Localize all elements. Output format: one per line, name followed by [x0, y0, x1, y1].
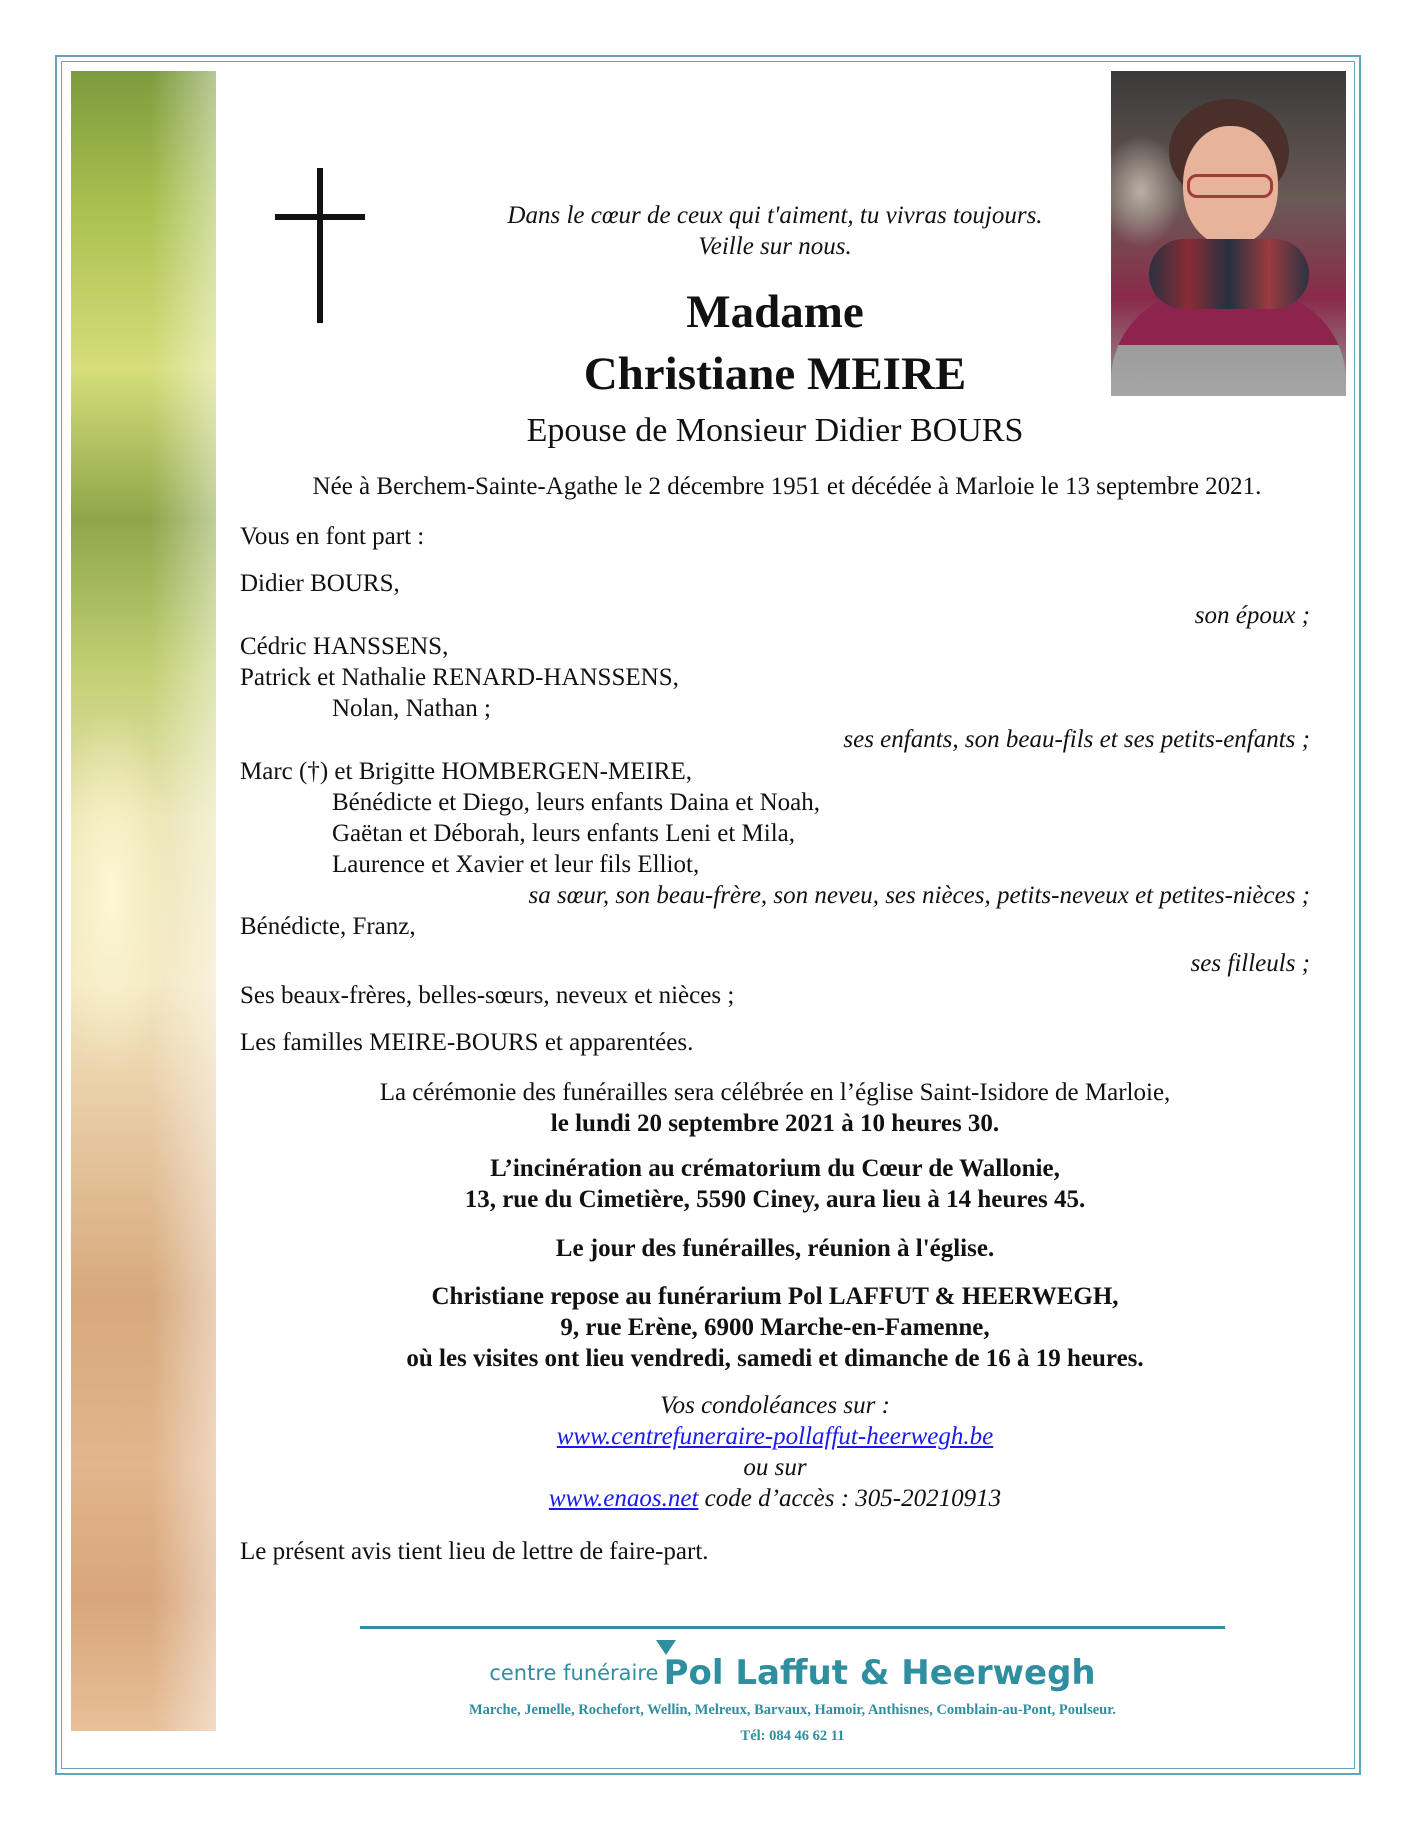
cremation-line: L’incinération au crématorium du Cœur de Wallonie,	[490, 1155, 1060, 1182]
funerarium	[240, 1281, 1310, 1374]
condolences-link-2[interactable]: www.enaos.net	[548, 1485, 699, 1512]
birth-death: Née à Berchem-Sainte-Agathe le 2 décembre 1951 et décédée à Marloie le 13 septembre 2021.	[312, 473, 1262, 500]
title: Madame	[686, 286, 864, 338]
condolences-label: Vos condoléances sur :	[660, 1392, 890, 1419]
spouse-line: Epouse de Monsieur Didier BOURS	[526, 412, 1024, 449]
families: Les familles MEIRE-BOURS et apparentées.	[240, 1029, 694, 1056]
footer-brand	[360, 1653, 1225, 1693]
forest-path-image	[71, 71, 216, 1731]
epigraph-line: Dans le cœur de ceux qui t'aiment, tu vivras toujours.	[507, 202, 1043, 229]
grandchildren-line: Nolan, Nathan ;	[332, 695, 491, 722]
epigraph	[240, 200, 1310, 262]
deceased-name: Christiane MEIRE	[583, 348, 967, 400]
intro: Vous en font part :	[240, 523, 425, 550]
funerarium-line: 9, rue Erène, 6900 Marche-en-Famenne,	[560, 1314, 990, 1341]
condolences-or: ou sur	[743, 1454, 807, 1481]
condolences-link-1[interactable]: www.centrefuneraire-pollaffut-heerwegh.be	[556, 1423, 994, 1450]
cremation-line: 13, rue du Cimetière, 5590 Ciney, aura lieu à 14 heures 45.	[464, 1186, 1086, 1213]
godchildren-role: ses filleuls ;	[1190, 950, 1310, 977]
ceremony	[240, 1077, 1310, 1139]
child-line: Patrick et Nathalie RENARD-HANSSENS,	[240, 664, 679, 691]
in-laws: Ses beaux-frères, belles-sœurs, neveux et nièces ;	[240, 982, 735, 1009]
sister-block	[240, 756, 1310, 942]
cremation	[240, 1153, 1310, 1215]
condolences	[240, 1390, 1310, 1514]
closing-note: Le présent avis tient lieu de lettre de faire-part.	[240, 1538, 709, 1565]
godchildren-line: Bénédicte, Franz,	[240, 913, 416, 940]
sister-family-line: Bénédicte et Diego, leurs enfants Daina et Noah,	[332, 789, 821, 816]
sister-family-line: Laurence et Xavier et leur fils Elliot,	[332, 851, 700, 878]
footer-divider	[360, 1626, 1225, 1629]
access-code: code d’accès : 305-20210913	[704, 1485, 1002, 1512]
ceremony-date: le lundi 20 septembre 2021 à 10 heures 30.	[550, 1110, 1000, 1137]
brand-large: Pol Laffut & Heerwegh	[663, 1653, 1096, 1693]
sister-role: sa sœur, son beau-frère, son neveu, ses nièces, petits-neveux et petites-nièces ;	[528, 882, 1310, 909]
footer-phone: Tél: 084 46 62 11	[740, 1728, 845, 1744]
children-block	[240, 631, 1310, 755]
epigraph-line: Veille sur nous.	[698, 233, 852, 260]
sister-family-line: Gaëtan et Déborah, leurs enfants Leni et Mila,	[332, 820, 796, 847]
sister-line: Marc (†) et Brigitte HOMBERGEN-MEIRE,	[240, 758, 693, 785]
brand-small: centre funéraire	[489, 1661, 659, 1685]
footer-towns: Marche, Jemelle, Rochefort, Wellin, Melreux, Barvaux, Hamoir, Anthisnes, Comblain-au-Pont, Poulseur.	[469, 1702, 1116, 1718]
funerarium-line: Christiane repose au funérarium Pol LAFFUT & HEERWEGH,	[431, 1283, 1119, 1310]
spouse-role: son époux ;	[1194, 602, 1310, 629]
ceremony-line: La cérémonie des funérailles sera célébrée en l’église Saint-Isidore de Marloie,	[379, 1079, 1171, 1106]
spouse-name: Didier BOURS,	[240, 570, 400, 597]
funerarium-line: où les visites ont lieu vendredi, samedi et dimanche de 16 à 19 heures.	[406, 1345, 1144, 1372]
meeting: Le jour des funérailles, réunion à l'église.	[555, 1235, 995, 1262]
children-role: ses enfants, son beau-fils et ses petits-enfants ;	[843, 726, 1310, 753]
child-line: Cédric HANSSENS,	[240, 633, 449, 660]
